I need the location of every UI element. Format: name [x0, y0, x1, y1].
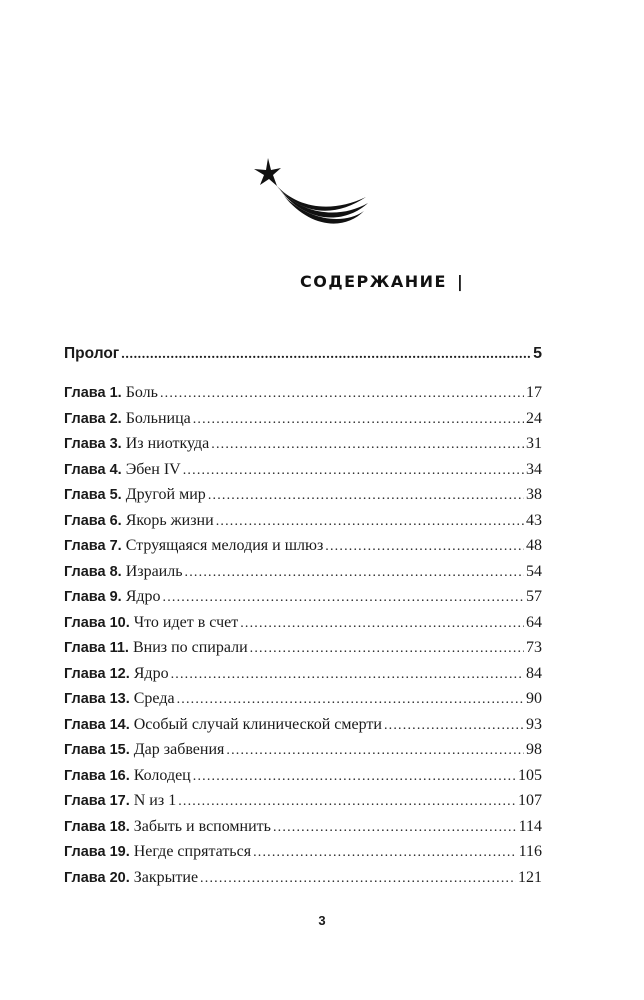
chapter-number: Глава 18. — [64, 818, 130, 835]
dot-leader — [216, 514, 524, 530]
chapter-page: 31 — [526, 435, 542, 452]
chapter-number: Глава 9. — [64, 589, 122, 605]
chapter-title: Больница — [125, 409, 191, 427]
chapter-title: Колодец — [133, 766, 191, 784]
chapter-title: Ядро — [133, 664, 169, 682]
toc-heading-text: СОДЕРЖАНИЕ — [300, 272, 447, 291]
chapter-number: Глава 16. — [64, 767, 130, 784]
chapter-number: Глава 5. — [64, 487, 122, 503]
chapter-title: Из ниоткуда — [125, 435, 210, 452]
toc-entry[interactable] — [64, 869, 542, 887]
dot-leader — [178, 794, 516, 810]
chapter-page: 54 — [526, 562, 542, 580]
chapter-title: Особый случай клинической смерти — [133, 715, 382, 733]
chapter-page: 34 — [526, 460, 542, 478]
shooting-star-icon — [240, 155, 370, 235]
dot-leader — [121, 347, 531, 363]
chapter-page: 38 — [526, 486, 542, 503]
chapter-number: Глава 15. — [64, 742, 130, 758]
dot-leader — [273, 820, 517, 836]
chapter-title: Вниз по спирали — [132, 639, 248, 656]
toc-entry[interactable] — [64, 767, 542, 785]
page-number: 3 — [318, 913, 326, 928]
chapter-number: Глава 7. — [64, 538, 122, 554]
toc-entry[interactable] — [64, 537, 542, 555]
chapter-number: Глава 13. — [64, 691, 130, 707]
toc-entry[interactable] — [64, 410, 542, 428]
chapter-page: 107 — [518, 792, 542, 809]
dot-leader — [185, 565, 524, 581]
chapter-number: Глава 20. — [64, 869, 130, 886]
chapter-title: Что идет в счет — [133, 613, 239, 631]
toc-entry[interactable] — [64, 512, 542, 530]
toc-entry-prologue[interactable] — [64, 345, 542, 363]
toc-entry[interactable] — [64, 461, 542, 479]
chapter-number: Глава 12. — [64, 665, 130, 682]
chapter-title: N из 1 — [133, 792, 177, 809]
chapter-page: 93 — [526, 715, 542, 733]
toc-entry[interactable] — [64, 690, 542, 708]
toc-entry[interactable] — [64, 716, 542, 734]
chapter-title: Забыть и вспомнить — [133, 817, 271, 835]
toc-entry[interactable] — [64, 792, 542, 810]
toc-entry[interactable] — [64, 563, 542, 581]
chapter-page: 24 — [526, 409, 542, 427]
chapter-page: 116 — [518, 843, 542, 860]
toc-entry[interactable] — [64, 614, 542, 632]
chapter-title: Среда — [133, 690, 175, 707]
chapter-page: 64 — [526, 613, 542, 631]
toc-entry[interactable] — [64, 818, 542, 836]
chapter-number: Глава 3. — [64, 436, 122, 452]
dot-leader — [384, 718, 524, 734]
dot-leader — [193, 412, 524, 428]
chapter-number: Глава 11. — [64, 640, 129, 656]
chapter-number: Глава 6. — [64, 512, 122, 529]
dot-leader — [163, 590, 525, 606]
dot-leader — [211, 437, 524, 453]
chapter-page: 17 — [526, 384, 542, 401]
toc-entry[interactable] — [64, 843, 542, 861]
chapter-title: Израиль — [125, 562, 183, 580]
toc-heading — [300, 272, 464, 291]
heading-bar: | — [456, 272, 465, 291]
chapter-title: Струящаяся мелодия и шлюз — [125, 537, 324, 554]
dot-leader — [325, 539, 524, 555]
chapter-page: 105 — [518, 766, 542, 784]
toc-entry[interactable] — [64, 639, 542, 657]
dot-leader — [253, 845, 517, 861]
dot-leader — [183, 463, 524, 479]
chapter-page: 90 — [526, 690, 542, 707]
chapter-title: Якорь жизни — [125, 511, 214, 529]
chapter-title: Ядро — [125, 588, 161, 605]
chapter-number: Глава 10. — [64, 614, 130, 631]
dot-leader — [208, 488, 524, 504]
chapter-number: Глава 8. — [64, 563, 122, 580]
chapter-title: Другой мир — [125, 486, 206, 503]
prologue-label: Пролог — [64, 345, 120, 362]
toc-entry[interactable] — [64, 486, 542, 504]
dot-leader — [250, 641, 524, 657]
toc-entry[interactable] — [64, 384, 542, 402]
dot-leader — [200, 871, 516, 887]
chapter-number: Глава 2. — [64, 410, 122, 427]
dot-leader — [177, 692, 524, 708]
toc-entry[interactable] — [64, 588, 542, 606]
toc-entry[interactable] — [64, 435, 542, 453]
prologue-page: 5 — [533, 345, 542, 362]
chapter-title: Дар забвения — [133, 741, 225, 758]
dot-leader — [226, 743, 524, 759]
chapter-number: Глава 19. — [64, 844, 130, 860]
chapter-title: Негде спрятаться — [133, 843, 252, 860]
chapter-title: Боль — [125, 384, 158, 401]
chapter-number: Глава 1. — [64, 385, 122, 401]
chapter-page: 98 — [526, 741, 542, 758]
dot-leader — [160, 386, 524, 402]
chapter-title: Эбен IV — [125, 460, 181, 478]
chapter-page: 43 — [526, 511, 542, 529]
chapter-number: Глава 17. — [64, 793, 130, 809]
chapter-page: 114 — [518, 817, 542, 835]
dot-leader — [171, 667, 524, 683]
chapter-page: 84 — [526, 664, 542, 682]
toc-entry[interactable] — [64, 741, 542, 759]
chapter-number: Глава 4. — [64, 461, 122, 478]
chapter-page: 73 — [526, 639, 542, 656]
chapter-number: Глава 14. — [64, 716, 130, 733]
chapter-page: 121 — [518, 868, 542, 886]
dot-leader — [240, 616, 524, 632]
dot-leader — [193, 769, 516, 785]
chapter-title: Закрытие — [133, 868, 199, 886]
toc-entry[interactable] — [64, 665, 542, 683]
chapter-page: 57 — [526, 588, 542, 605]
chapter-page: 48 — [526, 537, 542, 554]
